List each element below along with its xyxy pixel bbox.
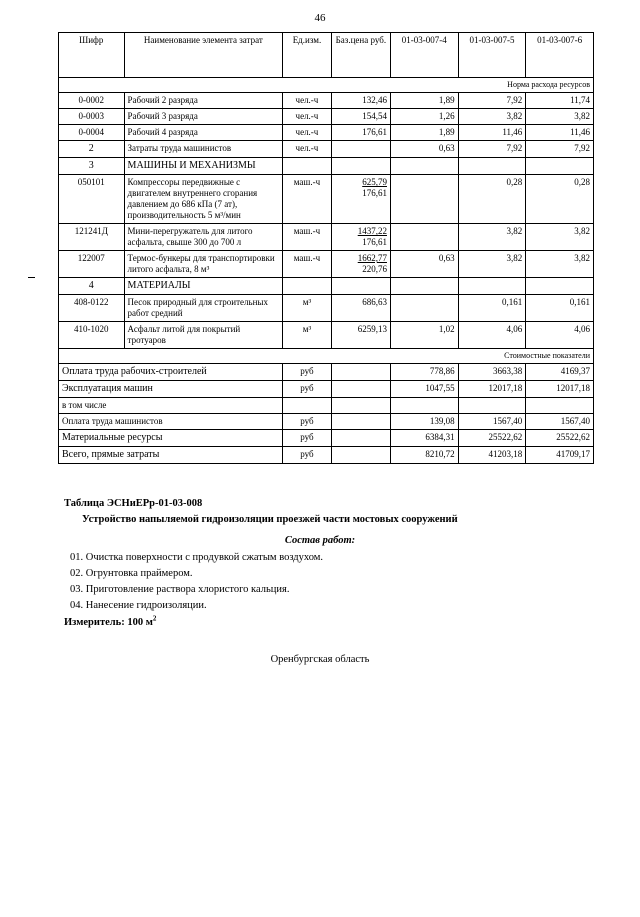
cell-price [331, 277, 390, 294]
cell-v5: 0,161 [458, 294, 526, 321]
table-row [59, 92, 594, 108]
summary-name: Оплата труда машинистов [59, 413, 283, 429]
cell-price [331, 223, 390, 250]
table-header-row [59, 33, 594, 78]
cell-code: 408-0122 [59, 294, 125, 321]
cell-price-denominator: 176,61 [362, 188, 387, 198]
table-row [59, 294, 594, 321]
next-table-label: Таблица ЭСНиЕРр-01-03-008 [64, 498, 203, 510]
summary-name: Материальные ресурсы [59, 429, 283, 446]
document-page [0, 12, 640, 917]
summary-v5 [458, 397, 526, 413]
summary-price [331, 363, 390, 380]
cell-v6: 11,74 [526, 92, 594, 108]
cell-price-denominator: 176,61 [362, 236, 387, 247]
header-name: Наименование элемента затрат [124, 33, 283, 78]
cell-v4: 0,63 [390, 140, 458, 157]
measure-superscript: 2 [152, 614, 157, 623]
margin-dash [28, 277, 35, 278]
cell-v6: 0,28 [526, 175, 594, 224]
measure-line [64, 614, 582, 628]
cell-name: Термос-бункеры для транспортировки литого асфальта, 8 м³ [124, 250, 283, 277]
cell-unit [283, 157, 332, 174]
summary-v4: 1047,55 [390, 380, 458, 397]
cell-code: 0-0003 [59, 108, 125, 124]
summary-unit: руб [283, 447, 332, 464]
cell-code: 4 [59, 277, 125, 294]
cell-price: 176,61 [331, 124, 390, 140]
cell-v5: 3,82 [458, 250, 526, 277]
header-code: Шифр [59, 33, 125, 78]
cell-code: 122007 [59, 250, 125, 277]
table-row [59, 108, 594, 124]
summary-unit: руб [283, 413, 332, 429]
summary-row [59, 380, 594, 397]
summary-v4: 778,86 [390, 363, 458, 380]
cell-price-denominator: 220,76 [362, 263, 387, 274]
band-cost-label: Стоимостные показатели [59, 348, 594, 363]
cell-v5: 0,28 [458, 175, 526, 224]
cell-code: 121241Д [59, 223, 125, 250]
cell-v4: 1,89 [390, 124, 458, 140]
summary-name: Оплата труда рабочих-строителей [59, 363, 283, 380]
cell-v6: 3,82 [526, 250, 594, 277]
cell-name: Компрессоры передвижные с двигателем внутреннего сгорания давлением до 686 кПа (7 ат), производительность 5 м³/мин [124, 175, 283, 224]
cell-v5: 11,46 [458, 124, 526, 140]
cell-unit: маш.-ч [283, 175, 332, 224]
cell-v6: 4,06 [526, 321, 594, 348]
summary-name: в том числе [59, 397, 283, 413]
summary-v6: 4169,37 [526, 363, 594, 380]
cell-v4 [390, 277, 458, 294]
cell-v6 [526, 157, 594, 174]
cell-v6: 3,82 [526, 223, 594, 250]
cell-v4: 1,26 [390, 108, 458, 124]
summary-price [331, 447, 390, 464]
table-row-group [59, 157, 594, 174]
cell-price-numerator: 1437,22 [357, 225, 387, 236]
cell-v6: 11,46 [526, 124, 594, 140]
work-item: 04. Нанесение гидроизоляции. [70, 599, 207, 611]
summary-price [331, 413, 390, 429]
cell-v5: 7,92 [458, 92, 526, 108]
cell-code: 0-0002 [59, 92, 125, 108]
header-col-5: 01-03-007-5 [458, 33, 526, 78]
work-item: 02. Огрунтовка праймером. [70, 567, 193, 579]
table-row [59, 175, 594, 224]
cell-unit: чел.-ч [283, 140, 332, 157]
summary-unit: руб [283, 429, 332, 446]
resource-table [58, 32, 594, 464]
work-item: 01. Очистка поверхности с продувкой сжатым воздухом. [70, 551, 324, 563]
cell-v6 [526, 277, 594, 294]
summary-price [331, 429, 390, 446]
cell-unit: м³ [283, 321, 332, 348]
cell-name: Затраты труда машинистов [124, 140, 283, 157]
cell-code: 0-0004 [59, 124, 125, 140]
cell-price [331, 157, 390, 174]
work-item: 03. Приготовление раствора хлористого кальция. [70, 583, 290, 595]
cell-price [331, 250, 390, 277]
cell-name: Рабочий 3 разряда [124, 108, 283, 124]
table-row [59, 124, 594, 140]
summary-unit: руб [283, 363, 332, 380]
cell-v5: 7,92 [458, 140, 526, 157]
summary-unit [283, 397, 332, 413]
band-norms-row [59, 78, 594, 93]
summary-row [59, 397, 594, 413]
summary-row [59, 429, 594, 446]
summary-row [59, 447, 594, 464]
measure-label: Измеритель: 100 м [64, 616, 153, 628]
summary-name: Всего, прямые затраты [59, 447, 283, 464]
cell-v4 [390, 223, 458, 250]
cell-price: 154,54 [331, 108, 390, 124]
summary-v5: 1567,40 [458, 413, 526, 429]
cell-name: Рабочий 4 разряда [124, 124, 283, 140]
summary-row [59, 363, 594, 380]
cell-v4: 1,02 [390, 321, 458, 348]
cell-name: Асфальт литой для покрытий тротуаров [124, 321, 283, 348]
cell-code: 2 [59, 140, 125, 157]
cell-v6: 0,161 [526, 294, 594, 321]
cell-price: 6259,13 [331, 321, 390, 348]
cell-unit: чел.-ч [283, 108, 332, 124]
region-label: Оренбургская область [270, 653, 370, 665]
resource-table-wrap [58, 32, 594, 464]
table-row [59, 321, 594, 348]
cell-v5 [458, 157, 526, 174]
cell-v4: 0,63 [390, 250, 458, 277]
cell-unit: маш.-ч [283, 223, 332, 250]
cell-price: 132,46 [331, 92, 390, 108]
works-header: Состав работ: [284, 534, 356, 546]
header-price: Баз.цена руб. [331, 33, 390, 78]
summary-v5: 25522,62 [458, 429, 526, 446]
cell-unit: маш.-ч [283, 250, 332, 277]
cell-unit: чел.-ч [283, 124, 332, 140]
cell-v5: 3,82 [458, 108, 526, 124]
cell-code: 410-1020 [59, 321, 125, 348]
band-cost-row [59, 348, 594, 363]
summary-price [331, 380, 390, 397]
cell-name: Мини-перегружатель для литого асфальта, свыше 300 до 700 л [124, 223, 283, 250]
summary-price [331, 397, 390, 413]
cell-v4: 1,89 [390, 92, 458, 108]
cell-price-numerator: 625,79 [362, 177, 387, 188]
cell-unit: чел.-ч [283, 92, 332, 108]
summary-v4: 6384,31 [390, 429, 458, 446]
cell-v4 [390, 294, 458, 321]
summary-v4: 139,08 [390, 413, 458, 429]
cell-name: МАШИНЫ И МЕХАНИЗМЫ [124, 157, 283, 174]
cell-name: МАТЕРИАЛЫ [124, 277, 283, 294]
header-unit: Ед.изм. [283, 33, 332, 78]
cell-code: 050101 [59, 175, 125, 224]
summary-v6: 1567,40 [526, 413, 594, 429]
summary-v4 [390, 397, 458, 413]
cell-price [331, 175, 390, 224]
cell-unit [283, 277, 332, 294]
cell-price: 686,63 [331, 294, 390, 321]
cell-v5: 4,06 [458, 321, 526, 348]
cell-v4 [390, 175, 458, 224]
summary-v4: 8210,72 [390, 447, 458, 464]
summary-name: Эксплуатация машин [59, 380, 283, 397]
table-row-group [59, 277, 594, 294]
summary-v6: 12017,18 [526, 380, 594, 397]
cell-price [331, 140, 390, 157]
cell-v4 [390, 157, 458, 174]
cell-name: Рабочий 2 разряда [124, 92, 283, 108]
cell-code: 3 [59, 157, 125, 174]
summary-v6: 25522,62 [526, 429, 594, 446]
summary-v5: 3663,38 [458, 363, 526, 380]
summary-v5: 12017,18 [458, 380, 526, 397]
cell-v6: 7,92 [526, 140, 594, 157]
band-norms-label: Норма расхода ресурсов [59, 78, 594, 93]
next-table-section [58, 498, 582, 665]
cell-name: Песок природный для строительных работ средний [124, 294, 283, 321]
table-row [59, 140, 594, 157]
cell-v6: 3,82 [526, 108, 594, 124]
header-col-6: 01-03-007-6 [526, 33, 594, 78]
table-row [59, 250, 594, 277]
cell-unit: м³ [283, 294, 332, 321]
page-number: 46 [314, 12, 326, 24]
summary-v6: 41709,17 [526, 447, 594, 464]
summary-v6 [526, 397, 594, 413]
cell-v5: 3,82 [458, 223, 526, 250]
summary-row [59, 413, 594, 429]
summary-unit: руб [283, 380, 332, 397]
next-table-title: Устройство напыляемой гидроизоляции проезжей части мостовых сооружений [82, 514, 458, 526]
cell-v5 [458, 277, 526, 294]
summary-v5: 41203,18 [458, 447, 526, 464]
header-col-4: 01-03-007-4 [390, 33, 458, 78]
cell-price-numerator: 1662,77 [357, 252, 387, 263]
table-row [59, 223, 594, 250]
